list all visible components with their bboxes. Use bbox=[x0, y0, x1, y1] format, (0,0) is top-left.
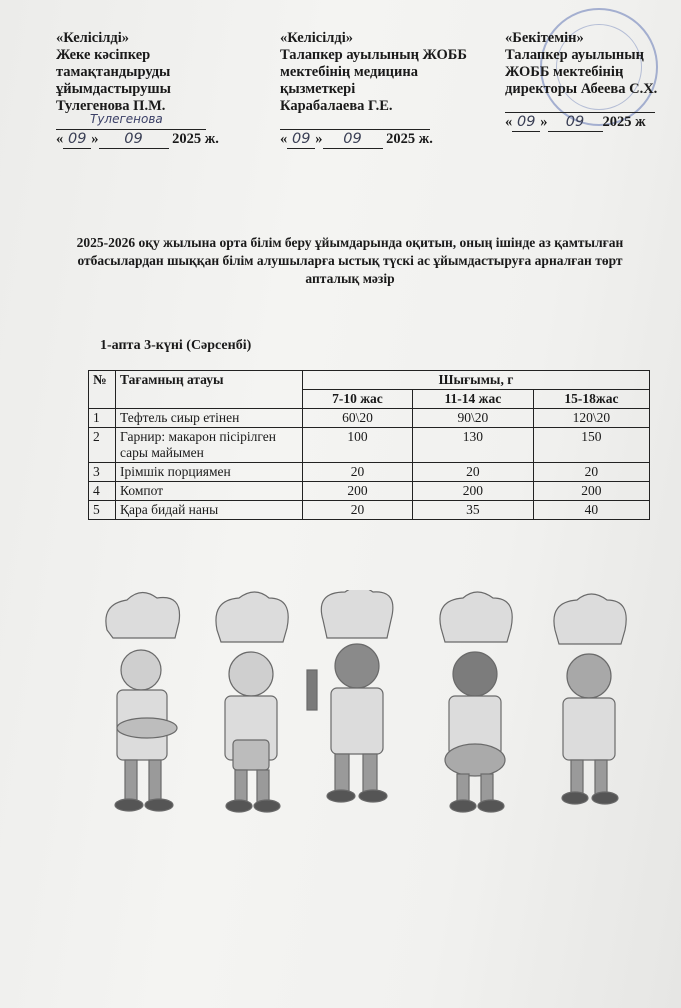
date-year: 2025 ж. bbox=[386, 131, 433, 147]
chef-kid-figure bbox=[216, 592, 288, 812]
yield-value: 200 bbox=[412, 482, 533, 501]
dish-name: Ірімшік порциямен bbox=[116, 463, 303, 482]
signature-line bbox=[280, 115, 430, 130]
date-day: 09 bbox=[63, 131, 91, 149]
approval-date: « 09 » 09 2025 ж. bbox=[56, 131, 219, 147]
yield-value: 20 bbox=[303, 501, 413, 520]
yield-value: 20 bbox=[533, 463, 649, 482]
approval-block-caterer bbox=[56, 30, 219, 149]
dish-name: Қара бидай наны bbox=[116, 501, 303, 520]
yield-value: 35 bbox=[412, 501, 533, 520]
document-title: 2025-2026 оқу жылына орта білім беру ұйымдарында оқитын, оның ішінде аз қамтылған отбасылардан шыққан білім алушыларға ыстық түскі ас ұйымдастыруға арналған төрт апталық мәзір bbox=[76, 235, 624, 286]
approval-line: Карабалаева Г.Е. bbox=[280, 98, 393, 114]
approval-line: директоры Абеева С.Х. bbox=[505, 81, 658, 97]
approval-line: Тулегенова П.М. bbox=[56, 98, 166, 114]
chef-kids-illustration bbox=[95, 590, 655, 830]
row-number: 3 bbox=[89, 463, 116, 482]
menu-table bbox=[88, 370, 650, 520]
table-row bbox=[89, 463, 650, 482]
date-year: 2025 ж bbox=[602, 114, 646, 130]
row-number: 1 bbox=[89, 409, 116, 428]
approval-block-medical bbox=[280, 30, 467, 149]
approval-line: Жеке кәсіпкер bbox=[56, 47, 151, 63]
yield-value: 200 bbox=[533, 482, 649, 501]
date-month: 09 bbox=[323, 131, 383, 149]
approval-heading: «Келісілді» bbox=[56, 30, 130, 46]
table-row bbox=[89, 501, 650, 520]
date-day: 09 bbox=[512, 114, 540, 132]
chef-kid-figure bbox=[440, 592, 512, 812]
approval-line: мектебінің медицина bbox=[280, 64, 418, 80]
table-row bbox=[89, 428, 650, 463]
yield-value: 150 bbox=[533, 428, 649, 463]
table-row bbox=[89, 409, 650, 428]
yield-value: 100 bbox=[303, 428, 413, 463]
chef-kid-figure bbox=[554, 594, 626, 804]
signature-line bbox=[505, 98, 655, 113]
date-month: 09 bbox=[99, 131, 169, 149]
dish-name: Компот bbox=[116, 482, 303, 501]
yield-value: 40 bbox=[533, 501, 649, 520]
table-header-row bbox=[89, 371, 650, 390]
header-age: 11-14 жас bbox=[412, 390, 533, 409]
dish-name: Тефтель сиыр етінен bbox=[116, 409, 303, 428]
approval-date: « 09 » 09 2025 ж. bbox=[280, 131, 433, 147]
yield-value: 130 bbox=[412, 428, 533, 463]
date-year: 2025 ж. bbox=[172, 131, 219, 147]
approval-date: « 09 » 09 2025 ж bbox=[505, 114, 646, 130]
approval-line: ЖОББ мектебінің bbox=[505, 64, 624, 80]
yield-value: 60\20 bbox=[303, 409, 413, 428]
approval-block-director bbox=[505, 30, 657, 132]
yield-value: 90\20 bbox=[412, 409, 533, 428]
week-day-label: 1-апта 3-күні (Сәрсенбі) bbox=[100, 338, 252, 353]
row-number: 4 bbox=[89, 482, 116, 501]
chef-kid-figure bbox=[307, 590, 393, 802]
handwritten-signature: Тулегенова bbox=[90, 112, 163, 126]
dish-name: Гарнир: макарон пісірілген сары майымен bbox=[116, 428, 303, 463]
header-dish-name: Тағамның атауы bbox=[116, 371, 303, 409]
yield-value: 20 bbox=[303, 463, 413, 482]
yield-value: 120\20 bbox=[533, 409, 649, 428]
approval-line: қызметкері bbox=[280, 81, 356, 97]
approval-line: ұйымдастырушы bbox=[56, 81, 171, 97]
approval-heading: «Келісілді» bbox=[280, 30, 354, 46]
approval-line: Талапкер ауылының ЖОББ bbox=[280, 47, 467, 63]
yield-value: 20 bbox=[412, 463, 533, 482]
approval-heading: «Бекітемін» bbox=[505, 30, 584, 46]
header-age: 15-18жас bbox=[533, 390, 649, 409]
row-number: 5 bbox=[89, 501, 116, 520]
header-yield: Шығымы, г bbox=[303, 371, 650, 390]
header-age: 7-10 жас bbox=[303, 390, 413, 409]
header-number: № bbox=[89, 371, 116, 409]
approval-line: Талапкер ауылының bbox=[505, 47, 644, 63]
row-number: 2 bbox=[89, 428, 116, 463]
yield-value: 200 bbox=[303, 482, 413, 501]
table-row bbox=[89, 482, 650, 501]
date-month: 09 bbox=[548, 114, 603, 132]
signature-line bbox=[56, 112, 206, 130]
approval-line: тамақтандыруды bbox=[56, 64, 171, 80]
chef-kid-figure bbox=[106, 592, 180, 811]
date-day: 09 bbox=[287, 131, 315, 149]
